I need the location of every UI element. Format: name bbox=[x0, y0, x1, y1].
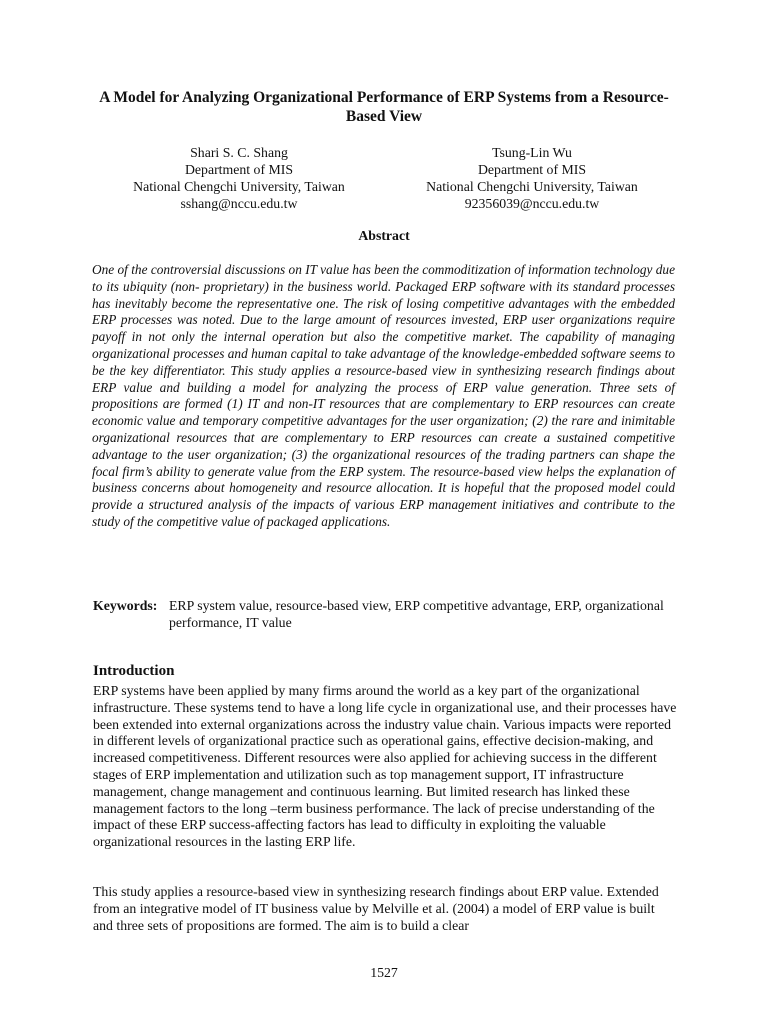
author-institution: National Chengchi University, Taiwan bbox=[426, 179, 638, 194]
author-block-1 bbox=[108, 144, 370, 212]
author-institution: National Chengchi University, Taiwan bbox=[133, 179, 345, 194]
abstract-heading: Abstract bbox=[358, 228, 410, 243]
paper-title: A Model for Analyzing Organizational Performance of ERP Systems from a Resource-Based View bbox=[99, 89, 669, 125]
abstract-text: One of the controversial discussions on IT value has been the commoditization of information technology due to its ubiquity (non- proprietary) in the business world. Packaged ERP software with its standard processes has inevitably become the representative one. The risk of losing competitive advantages with the embedded ERP processes was noted. Due to the large amount of resources invested, ERP user organizations require payoff in not only the internal operation but also the competitive market. The capability of managing organizational processes and human capital to take advantage of the knowledge-embedded software seems to be the key differentiator. This study applies a resource-based view in synthesizing research findings about ERP value and building a model for analyzing the process of ERP value generation. Three sets of propositions are formed (1) IT and non-IT resources that are complementary to ERP resources can create economic value and temporary competitive advantages for the user organization; (2) the rare and inimitable organizational resources that are complementary to ERP resources can create a sustained competitive advantage to the user organization; (3) the organizational resources of the trading partners can shape the focal firm’s ability to generate value from the ERP system. The resource-based view helps the explanation of business concerns about homogeneity and resource allocation. It is hopeful that the proposed model could provide a structured analysis of the impacts of various ERP management initiatives and contribute to the study of the competitive value of packaged applications. bbox=[92, 262, 675, 529]
author-department: Department of MIS bbox=[477, 162, 587, 177]
keywords-text: ERP system value, resource-based view, ERP competitive advantage, ERP, organizational performance, IT value bbox=[169, 598, 664, 630]
author-email: 92356039@nccu.edu.tw bbox=[464, 196, 600, 211]
author-name: Shari S. C. Shang bbox=[190, 145, 288, 160]
author-name: Tsung-Lin Wu bbox=[492, 145, 572, 160]
introduction-paragraph-1: ERP systems have been applied by many firms around the world as a key part of the organizational infrastructure. These systems tend to have a long life cycle in organizational use, and their processes have been extended into external organizations across the industry value chain. Various impacts were reported in different levels of organizational practice such as operational gains, effective decision-making, and increased competitiveness. Different resources were also applied for achieving success in the different stages of ERP implementation and utilization such as top management support, IT infrastructure management, change management and continuous learning. But limited research has linked these management factors to the long –term business performance. The lack of precise understanding of the impact of these ERP success-affecting factors has lead to difficulty in exploiting the valuable organizational resources in the lasting ERP life. bbox=[93, 683, 677, 850]
introduction-heading: Introduction bbox=[93, 663, 175, 679]
introduction-paragraph-2: This study applies a resource-based view in synthesizing research findings about ERP value. Extended from an integrative model of IT business value by Melville et al. (2004) a model of ERP value is built and three sets of propositions are formed. The aim is to build a clear bbox=[93, 884, 659, 933]
page-number: 1527 bbox=[370, 965, 398, 980]
author-department: Department of MIS bbox=[184, 162, 294, 177]
keywords-label: Keywords: bbox=[93, 598, 158, 613]
author-email: sshang@nccu.edu.tw bbox=[180, 196, 298, 211]
author-block-2 bbox=[398, 144, 666, 212]
